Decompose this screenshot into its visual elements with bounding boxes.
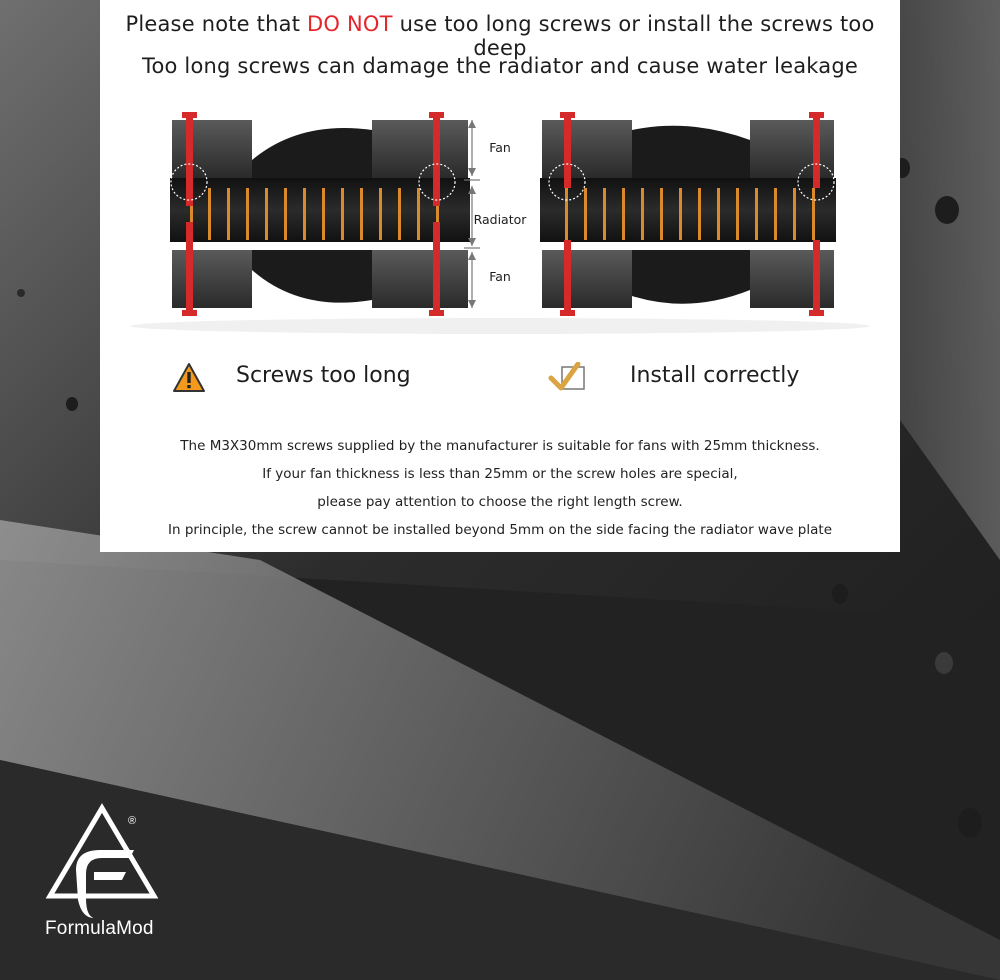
- radiator-fan-diagram: [100, 100, 900, 340]
- fan-top-left-corner-right: [542, 120, 632, 178]
- assembly-correct: [540, 112, 836, 316]
- registered-mark: ®: [128, 815, 137, 827]
- radiator-left: [170, 178, 470, 242]
- note-line: please pay attention to choose the right length screw.: [317, 494, 683, 510]
- headline-do-not: DO NOT: [307, 12, 393, 36]
- fan-top-blades: [252, 128, 372, 178]
- fan-bottom-left-corner-right: [542, 250, 632, 308]
- fan-top-right-corner-right: [750, 120, 834, 178]
- headline-suffix: use too long screws or install the screws too deep: [399, 12, 875, 60]
- label-fan-top: Fan: [489, 140, 511, 155]
- label-fan-bottom: Fan: [489, 269, 511, 284]
- installation-notes: [100, 432, 900, 544]
- content-panel: [100, 0, 900, 552]
- headline-warning: [100, 12, 900, 60]
- legend-right-label: Install correctly: [630, 363, 800, 388]
- brand-name: FormulaMod: [45, 918, 154, 939]
- note-line: If your fan thickness is less than 25mm or the screw holes are special,: [262, 466, 738, 482]
- note-line: The M3X30mm screws supplied by the manufacturer is suitable for fans with 25mm thickness.: [180, 438, 820, 454]
- headline-subtitle: Too long screws can damage the radiator and cause water leakage: [142, 54, 858, 78]
- fan-bottom-blades: [252, 250, 372, 303]
- warning-triangle-icon: [172, 362, 206, 394]
- fan-bottom-left-corner: [172, 250, 252, 308]
- fan-top-left-corner: [172, 120, 252, 178]
- note-line: In principle, the screw cannot be installed beyond 5mm on the side facing the radiator wave plate: [167, 522, 832, 538]
- checkbox-check-icon: [548, 362, 588, 394]
- diagram-shadow: [130, 318, 870, 334]
- assembly-wrong: [170, 112, 470, 316]
- fan-bottom-blades-right: [632, 250, 750, 304]
- headline-prefix: Please note that: [125, 12, 301, 36]
- fan-top-blades-right: [632, 126, 750, 178]
- fan-bottom-right-corner-right: [750, 250, 834, 308]
- label-radiator: Radiator: [473, 212, 527, 227]
- fan-bottom-right-corner: [372, 250, 468, 308]
- fan-top-right-corner: [372, 120, 468, 178]
- legend-wrong-label: Screws too long: [236, 363, 411, 388]
